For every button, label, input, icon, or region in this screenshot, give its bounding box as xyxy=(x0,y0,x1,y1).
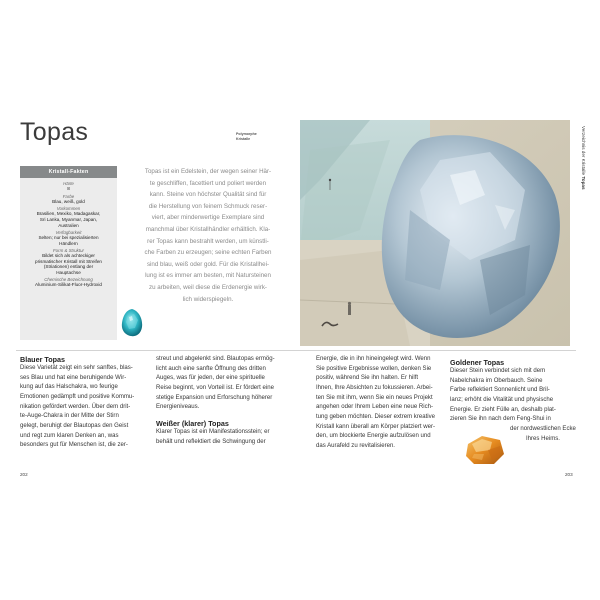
fact-value-line: Bildet sich als achteckiger xyxy=(42,253,95,259)
text-line: Ihres Heims. xyxy=(526,435,560,442)
fact-value xyxy=(24,186,113,192)
text-line: behält und reflektiert die Schwingung der xyxy=(156,438,266,445)
text-line: Energieniveaus. xyxy=(156,404,200,411)
fact-value-line: Australien xyxy=(58,222,79,228)
crystal-facts-box xyxy=(20,166,117,340)
topaz-crystal-collage-image xyxy=(300,120,570,346)
golden-topaz-heading: Goldener Topas xyxy=(450,358,505,367)
fact-value xyxy=(24,253,113,275)
text-line: Klarer Topas ist ein Manifestationsstein; er xyxy=(156,428,270,435)
text-line: te-Auge-Chakra in der Mitte der Stirn xyxy=(20,413,119,420)
fact-label: Verfügbarkeit xyxy=(55,229,82,235)
fact-label: Farbe xyxy=(62,193,75,199)
intro-line: che Farben zu erzeugen; seine echten Farben xyxy=(144,249,272,257)
section-tab-title: Topas xyxy=(581,176,586,190)
category-label-line-2: Kristalle xyxy=(236,137,251,141)
category-label xyxy=(236,132,288,142)
text-line: Energie. Er zieht Fülle an, deshalb plat- xyxy=(450,406,556,413)
text-line: nikation gefördert werden. Über dem drit- xyxy=(20,403,131,410)
fact-value-line: Sri Lanka, Myanmar, Japan, xyxy=(39,217,98,222)
intro-line: kann. Steine von höchster Qualität sind für xyxy=(149,191,267,199)
white-topaz-continued-text xyxy=(316,355,456,452)
intro-text xyxy=(122,166,294,305)
fact-value-line: Händlern xyxy=(59,240,78,246)
section-tab-prefix: Verzeichnis der Kristalle xyxy=(581,126,586,176)
white-topaz-heading: Weißer (klarer) Topas xyxy=(156,418,229,428)
fact-value-line: prismatischer Kristall mit Streifen xyxy=(35,258,102,264)
fact-value xyxy=(24,282,113,288)
fact-value-line: Selten; nur bei spezialisierten xyxy=(38,235,99,241)
text-line: Energie, die in ihn hineingelegt wird. Wenn xyxy=(316,356,431,362)
fact-label: Form & Struktur xyxy=(53,247,84,253)
intro-line: te geschliffen, facettiert und poliert werden xyxy=(149,179,267,187)
blue-topaz-section xyxy=(20,355,150,451)
text-line: den, um blockierte Energie aufzulösen und xyxy=(316,433,431,440)
text-line: kung auf das Halschakra, wo feurige xyxy=(20,384,118,391)
blue-topaz-continued-text xyxy=(156,355,291,413)
text-line: streut und abgelenkt sind. Blautopas ermög- xyxy=(156,356,275,362)
category-label-line-1: Polymorphe xyxy=(236,132,257,136)
section-tab xyxy=(578,126,588,246)
fact-value-line: (Striationen) entlang der xyxy=(43,264,94,270)
page-number-left: 202 xyxy=(20,472,28,477)
white-topaz-continued-section xyxy=(316,355,456,452)
intro-line: Topas ist ein Edelstein, der wegen seiner Här- xyxy=(144,168,272,175)
text-line: und regt zum klaren Denken an, was xyxy=(20,432,119,439)
fact-value-line: Blau, weiß, gold xyxy=(52,198,85,204)
text-line: das Aurafeld zu revitalisieren. xyxy=(316,442,395,449)
page-title: Topas xyxy=(20,118,89,146)
text-line: Nabelchakra im Oberbauch. Seine xyxy=(450,377,543,384)
section-divider xyxy=(16,350,576,351)
text-line: der nordwestlichen Ecke xyxy=(510,425,576,432)
crystal-facts-list xyxy=(24,181,113,290)
text-line: ses Blau und hat eine beruhigende Wir- xyxy=(20,374,127,381)
intro-line: viert, aber minderwertige Exemplare sind xyxy=(151,214,265,222)
text-line: licht auch eine sanfte Öffnung des dritten xyxy=(156,365,266,372)
text-line: stetige Expansion und Erforschung höherer xyxy=(156,394,273,401)
white-topaz-text xyxy=(156,428,291,447)
text-line: Kristall kann überall am Körper platziert wer- xyxy=(316,423,435,430)
text-line: Sie positive Ergebnisse wollen, denken Sie xyxy=(316,365,432,372)
fact-value-line: Brasilien, Mexiko, Madagaskar, xyxy=(36,211,101,217)
page-number-right: 203 xyxy=(565,472,573,477)
text-line: Ihnen, Ihre Absichten zu fokussieren. Arbei- xyxy=(316,384,433,391)
intro-line: sind blau, weiß oder gold. Für die Kristallhei- xyxy=(146,260,270,268)
text-line: Emotionen gedämpft und positive Kommu- xyxy=(20,393,135,400)
crystal-facts-header: Kristall-Fakten xyxy=(20,166,117,178)
intro-line: lung ist es immer am besten, mit Natursteinen xyxy=(145,272,271,280)
fact-value-line: 8 xyxy=(67,186,70,192)
intro-line: lich widerspiegeln. xyxy=(182,295,234,303)
text-line: lanz; erhöht die Vitalität und physische xyxy=(450,396,554,403)
text-line: ten Sie mit ihm, wenn Sie ein neues Projekt xyxy=(316,394,433,401)
fact-value xyxy=(24,199,113,205)
fact-value-line: Aluminium-Silikat-Fluor-Hydroxid xyxy=(35,282,102,288)
blue-topaz-text xyxy=(20,364,150,451)
fact-value xyxy=(24,211,113,228)
text-line: Diese Varietät zeigt ein sehr sanftes, blas- xyxy=(20,365,133,371)
fact-value-line: Hauptachse xyxy=(56,269,81,275)
blue-topaz-heading: Blauer Topas xyxy=(20,355,65,364)
fact-value xyxy=(24,235,113,246)
text-line: Reise beginnt, von Vorteil ist. Er fördert eine xyxy=(156,384,274,391)
text-line: tung geben möchten. Dieser extrem kreative xyxy=(316,413,435,420)
text-line: besonders gut für Menschen ist, die zer- xyxy=(20,442,128,449)
text-line: gelegt, beruhigt der Blautopas den Geist xyxy=(20,422,129,429)
intro-line: zu arbeiten, weil diese die Erdenergie wirk- xyxy=(149,283,267,291)
fact-label: Vorkommen xyxy=(56,206,81,211)
text-line: Auges, was für jeden, der eine spirituelle xyxy=(156,375,265,382)
text-line: positiv, während Sie ihn halten. Er hilft xyxy=(316,375,419,382)
intro-line: die Herstellung von feinem Schmuck reser- xyxy=(148,202,268,210)
intro-line: manchmal über Kristallhändler erhältlich. Kla- xyxy=(145,225,271,233)
blue-topaz-stone-image xyxy=(120,308,144,338)
text-line: zieren Sie ihn nach dem Feng-Shui in xyxy=(450,416,551,423)
text-line: Farbe reflektiert Sonnenlicht und Bril- xyxy=(450,387,550,394)
golden-topaz-stone-image xyxy=(464,432,506,468)
text-line: Dieser Stein verbindet sich mit dem xyxy=(450,368,546,374)
text-line: angehen oder Ihrem Leben eine neue Rich- xyxy=(316,404,433,411)
fact-label: Härte xyxy=(63,181,74,186)
intro-line: rer Topas kann bestrahlt werden, um künstli- xyxy=(147,237,269,245)
blue-topaz-continued-section xyxy=(156,355,291,447)
fact-label: Chemische Bezeichnung xyxy=(44,277,93,283)
